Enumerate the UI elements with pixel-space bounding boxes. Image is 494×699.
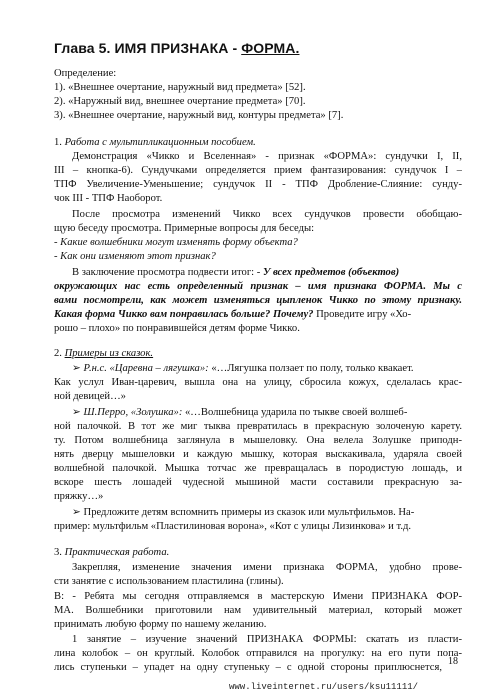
section1-question-1: - Какие волшебники могут изменять форму объекта? <box>54 237 298 248</box>
section1-line-8: окружающих нас есть определенный признак – имя признака ФОРМА. Мы с <box>54 281 462 292</box>
page-number: 18 <box>448 656 458 667</box>
chapter-title <box>54 40 299 56</box>
section1-heading <box>54 136 462 150</box>
section2-example-1-source: Р.н.с. «Царевна – лягушка»: <box>80 363 209 374</box>
chapter-title-prefix: Глава 5. ИМЯ ПРИЗНАКА - <box>54 40 242 56</box>
section1-line-7 <box>72 266 462 280</box>
bullet-arrow-icon: ➢ <box>72 363 81 374</box>
section2-suggestion-line-2: пример: мультфильм «Пластилиновая ворона», «Кот с улицы Лизинкова» и т.д. <box>54 521 412 532</box>
definition-item-1: 1). «Внешнее очертание, наружный вид предмета» [52]. <box>54 82 306 93</box>
section1-line-6: щую беседу просмотра. Примерные вопросы для беседы: <box>54 223 315 234</box>
section2-example-2-line-2: ной палочкой. В тот же миг тыква превратилась в прекрасную золоченую карету. <box>54 421 462 432</box>
chapter-title-main: ФОРМА. <box>241 40 300 56</box>
section1-line-7b: У всех предметов (объектов) <box>262 267 400 278</box>
bullet-arrow-icon: ➢ <box>72 407 81 418</box>
section3-line-6: 1 занятие – изучение значений ПРИЗНАКА ФОРМЫ: скатать из пласти- <box>72 634 462 645</box>
section3-line-3: В: - Ребята мы сегодня отправляемся в мастерскую Имени ПРИЗНАКА ФОР- <box>54 591 462 602</box>
section1-line-11: рошо – плохо» по понравившейся детям форме Чикко. <box>54 323 300 334</box>
section2-example-2-line-4: нять дверцу мышеловки и каждую мышку, которая выскакивала, ударяла своей <box>54 449 462 460</box>
section2-example-1-line-2: Как услул Иван-царевич, вышла она на улицу, сбросила кожух, сделалась крас- <box>54 377 462 388</box>
section3-number: 3. <box>54 547 65 558</box>
section2-example-1 <box>72 362 462 376</box>
section1-line-10 <box>54 308 462 322</box>
section3-line-7: лина колобок – он круглый. Колобок отправился на прогулку: на его пути попа- <box>54 648 462 659</box>
section1-question-2: - Как они изменяют этот признак? <box>54 251 216 262</box>
section2-example-2-text: «…Волшебница ударила по тыкве своей волшеб- <box>182 407 408 418</box>
section1-line-7a: В заключение просмотра подвести итог: - <box>72 267 263 278</box>
section3-heading <box>54 546 462 560</box>
definition-item-3: 3). «Внешнее очертание, наружный вид, контуры предмета» [7]. <box>54 110 344 121</box>
definition-label: Определение: <box>54 68 117 79</box>
definition-item-2: 2). «Наружный вид, внешнее очертание предмета» [70]. <box>54 96 306 107</box>
section3-line-2: сти занятие с использованием пластилина (глины). <box>54 576 284 587</box>
section2-example-2 <box>72 406 462 420</box>
section2-example-2-line-7: пряжку…» <box>54 491 104 502</box>
section2-heading-text: Примеры из сказок. <box>64 348 154 359</box>
section2-example-2-line-5: волшебной палочкой. Мышка тотчас же превращалась в породистую лошадь, и <box>54 463 462 474</box>
section2-example-2-source: Ш.Перро, «Золушка»: <box>80 407 183 418</box>
section1-line-4: чок III - ТПФ Наоборот. <box>54 193 163 204</box>
section3-line-4: МА. Волшебники приготовили нам удивительный материал, который может <box>54 605 462 616</box>
section3-line-5: принимать любую форму по нашему желанию. <box>54 619 267 630</box>
section3-line-1: Закрепляя, изменение значения имени признака ФОРМА, удобно прове- <box>72 562 462 573</box>
section2-suggestion-text: Предложите детям вспомнить примеры из сказок или мультфильмов. На- <box>80 507 415 518</box>
section1-line-10a: Какая форма Чикко вам понравилась больше? Почему? <box>54 309 314 320</box>
section1-line-5: После просмотра изменений Чикко всех сундучков провести обобщаю- <box>72 209 462 220</box>
section1-line-1: Демонстрация «Чикко и Вселенная» - признак «ФОРМА»: сундучки I, II, <box>72 151 462 162</box>
section3-heading-text: Практическая работа. <box>64 547 170 558</box>
section1-line-3: ТПФ Увеличение-Уменьшение; сундучок II - ТПФ Дробление-Слияние: сунду- <box>54 179 462 190</box>
section2-suggestion <box>72 506 462 520</box>
section1-line-10b: Проведите игру «Хо- <box>313 309 412 320</box>
section2-number: 2. <box>54 348 65 359</box>
section1-line-9: вами посмотрели, как может изменяться цыпленок Чикко по этому признаку. <box>54 295 462 306</box>
section1-heading-text: Работа с мультипликационным пособием. <box>64 137 256 148</box>
section2-example-1-text: «…Лягушка ползает по полу, только квакает. <box>208 363 414 374</box>
section1-line-2: III – кнопка-6). Сундучками определяется прием фантазирования: сундучок I – <box>54 165 462 176</box>
bullet-arrow-icon: ➢ <box>72 507 81 518</box>
section3-line-8: лись ступеньки – упадет на одну ступеньку – с одной стороны приплюснется, <box>54 662 442 673</box>
section2-heading <box>54 347 462 361</box>
section2-example-2-line-3: ту. Потом волшебница заглянула в мышеловку. Она велела Золушке приподн- <box>54 435 462 446</box>
section1-number: 1. <box>54 137 65 148</box>
section2-example-1-line-3: ной девицей…» <box>54 391 126 402</box>
section2-example-2-line-6: вскоре шесть лошадей чудесной мышиной масти составили прекрасную за- <box>54 477 462 488</box>
source-url-watermark: www.liveinternet.ru/users/ksu11111/ <box>229 682 419 692</box>
